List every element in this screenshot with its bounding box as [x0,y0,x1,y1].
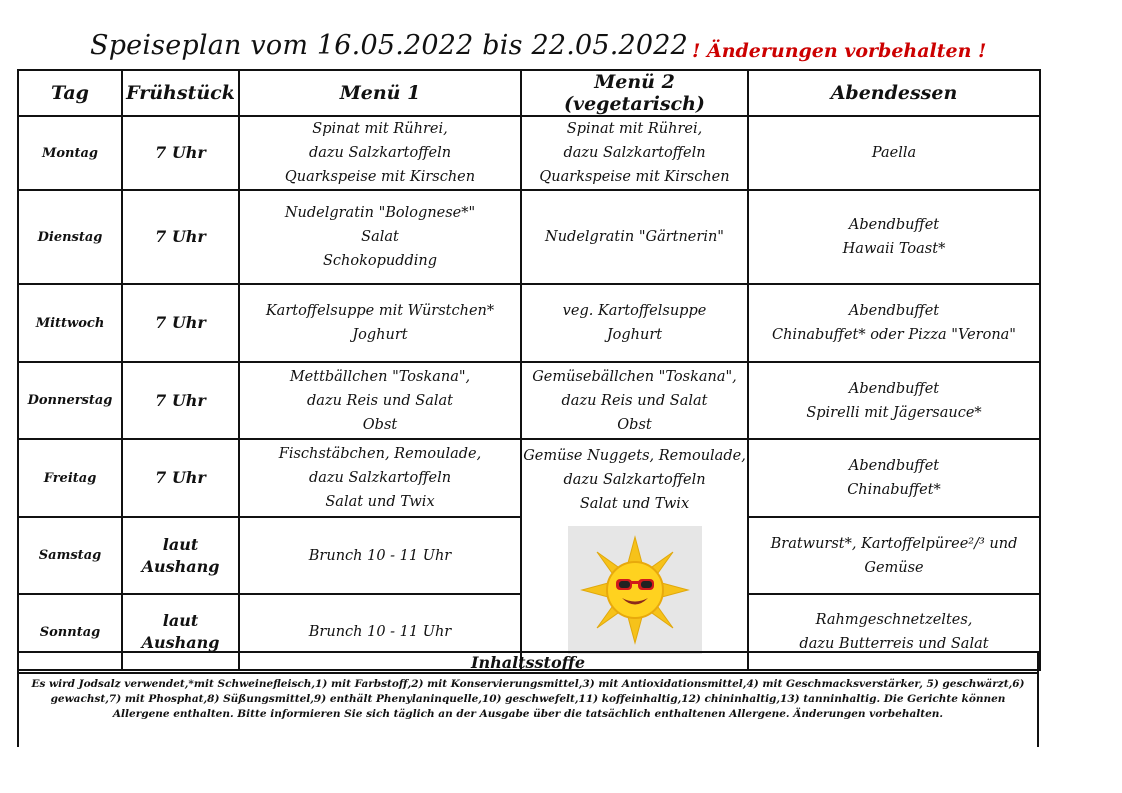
table-row [18,190,1040,284]
menu1-cell: Spinat mit Rührei, dazu Salzkartoffeln Quarkspeise mit Kirschen [239,116,521,190]
page-title: Speiseplan vom 16.05.2022 bis 22.05.2022 [90,30,689,61]
day-cell: Donnerstag [18,362,122,439]
allergen-footer [17,651,1039,747]
menu2-cell: Nudelgratin "Gärtnerin" [521,190,748,284]
allergen-note: Es wird Jodsalz verwendet,*mit Schweinefleisch,1) mit Farbstoff,2) mit Konservierungsmittel,3) mit Antioxidationsmittel,4) mit Geschmacksverstärker, 5) geschwärzt,6) gewachst,7) mit Phosphat,8) Süßungsmittel,9) enthält Phenylaninquelle,10) geschwefelt,11) koffeinhaltig,12) chininhaltig,13) tanninhaltig. Die Gerichte können Allergene enthalten. Bitte informieren Sie sich täglich an der Ausgabe über die tatsächlich enthaltenen Allergene. Änderungen vorbehalten. [17,672,1039,747]
menu2-weekend-cell: Gemüse Nuggets, Remoulade, dazu Salzkartoffeln Salat und Twix [521,439,748,670]
menu-table [17,69,1041,671]
dinner-cell: Abendbuffet Chinabuffet* [748,439,1040,517]
dinner-cell: Abendbuffet Chinabuffet* oder Pizza "Verona" [748,284,1040,362]
menu1-cell: Brunch 10 - 11 Uhr [239,594,521,670]
col-header-breakfast: Frühstück [122,70,239,116]
changes-warning: ! Änderungen vorbehalten ! [692,40,987,62]
day-cell: Dienstag [18,190,122,284]
table-row [18,439,1040,517]
day-cell: Sonntag [18,594,122,670]
menu1-cell: Kartoffelsuppe mit Würstchen* Joghurt [239,284,521,362]
dinner-cell: Abendbuffet Spirelli mit Jägersauce* [748,362,1040,439]
breakfast-cell: 7 Uhr [122,362,239,439]
menu2-cell: Spinat mit Rührei, dazu Salzkartoffeln Quarkspeise mit Kirschen [521,116,748,190]
footer-heading: Inhaltsstoffe [17,651,1039,672]
table-row [18,284,1040,362]
table-row [18,362,1040,439]
breakfast-cell: 7 Uhr [122,190,239,284]
menu1-cell: Mettbällchen "Toskana", dazu Reis und Salat Obst [239,362,521,439]
day-cell: Samstag [18,517,122,594]
dinner-cell: Abendbuffet Hawaii Toast* [748,190,1040,284]
menu1-cell: Fischstäbchen, Remoulade, dazu Salzkartoffeln Salat und Twix [239,439,521,517]
col-header-day: Tag [18,70,122,116]
breakfast-cell: laut Aushang [122,594,239,670]
dinner-cell: Rahmgeschnetzeltes, dazu Butterreis und Salat [748,594,1040,670]
breakfast-cell: laut Aushang [122,517,239,594]
day-cell: Mittwoch [18,284,122,362]
dinner-cell: Bratwurst*, Kartoffelpüree²/³ und Gemüse [748,517,1040,594]
menu2-cell: Gemüsebällchen "Toskana", dazu Reis und Salat Obst [521,362,748,439]
breakfast-cell: 7 Uhr [122,439,239,517]
day-cell: Freitag [18,439,122,517]
table-row [18,116,1040,190]
breakfast-cell: 7 Uhr [122,116,239,190]
sun-with-sunglasses-icon [568,526,702,654]
col-header-dinner: Abendessen [748,70,1040,116]
col-header-menu2: Menü 2 (vegetarisch) [521,70,748,116]
menu1-cell: Brunch 10 - 11 Uhr [239,517,521,594]
col-header-menu1: Menü 1 [239,70,521,116]
menu1-cell: Nudelgratin "Bolognese*" Salat Schokopudding [239,190,521,284]
menu2-cell: veg. Kartoffelsuppe Joghurt [521,284,748,362]
breakfast-cell: 7 Uhr [122,284,239,362]
dinner-cell: Paella [748,116,1040,190]
day-cell: Montag [18,116,122,190]
header-row [18,70,1040,116]
